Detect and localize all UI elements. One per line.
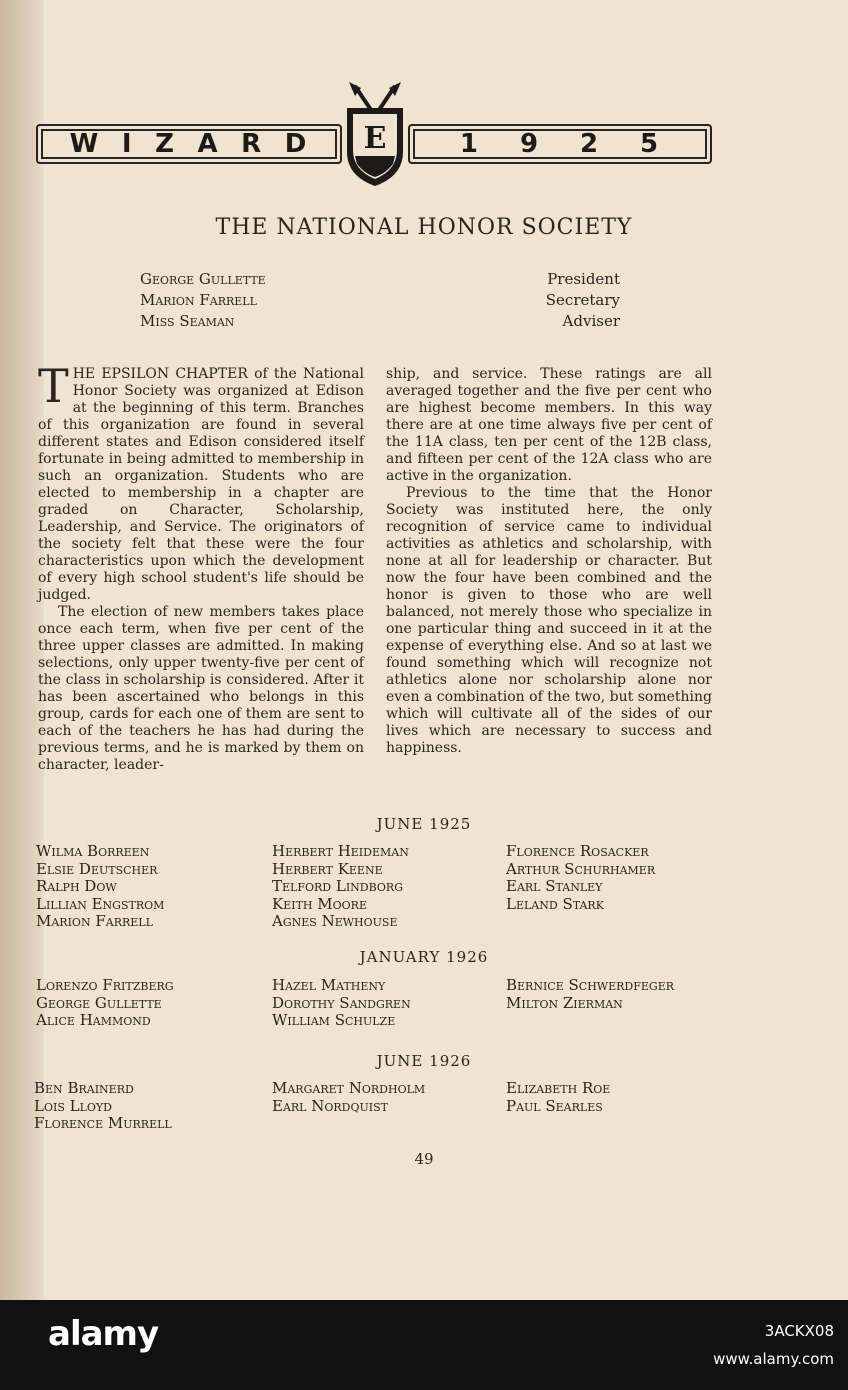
article-column-left — [38, 359, 364, 774]
banner-digit: 1 — [459, 129, 481, 159]
officer-row — [140, 312, 620, 333]
member-name: Ralph Dow — [36, 877, 117, 895]
article-paragraph: ship, and service. These ratings are all averaged together and the five per cent who are highest become members. In this way there are at one time always five per cent of the 11A class, ten per cent of the 12B class, and fifteen per cent of the 12A class who are active in the organization. — [386, 366, 712, 484]
banner-digit: 2 — [579, 129, 601, 159]
member-name: Earl Stanley — [506, 877, 603, 895]
member-list — [34, 1080, 172, 1133]
banner-year-bar — [408, 124, 712, 164]
member-name: Florence Murrell — [34, 1114, 172, 1132]
member-name: Telford Lindborg — [272, 877, 403, 895]
member-name: Agnes Newhouse — [272, 912, 398, 930]
member-name: Ben Brainerd — [34, 1079, 134, 1097]
member-list — [506, 843, 655, 913]
member-list — [272, 843, 409, 931]
banner-letter: Z — [155, 129, 176, 159]
member-name: Arthur Schurhamer — [506, 859, 656, 878]
member-name: Keith Moore — [272, 894, 367, 913]
officer-name: Marion Farrell — [140, 291, 257, 309]
member-list — [506, 1080, 610, 1115]
member-name: Florence Rosacker — [506, 842, 649, 860]
member-name: Herbert Keene — [272, 859, 383, 878]
member-list — [272, 977, 411, 1030]
member-list — [36, 977, 174, 1030]
member-name: Elizabeth Roe — [506, 1079, 611, 1097]
member-name: Lois Lloyd — [34, 1096, 112, 1115]
member-name: Bernice Schwerdfeger — [506, 976, 675, 994]
member-name: William Schulze — [272, 1011, 396, 1029]
member-name: Leland Stark — [506, 894, 604, 913]
officer-row — [140, 291, 620, 312]
member-name: Elsie Deutscher — [36, 859, 158, 878]
officer-role: President — [547, 270, 620, 288]
article-paragraph: Previous to the time that the Honor Society was instituted here, the only recognition of service came to individual activities as athletics and scholarship, with none at all for leadership or character. But now the four have been combined and the honor is given to those who are well balanced, not merely those who specialize in one particular thing and succeed in it at the expense of everything else. And so at last we found something which will recognize not athletics alone nor scholarship alone nor even a combination of the two, but something which will cultivate all of the sides of our lives which are necessary to success and happiness. — [386, 485, 712, 756]
banner-letter: R — [241, 129, 264, 159]
site-url: www.alamy.com — [713, 1350, 834, 1368]
page-number: 49 — [414, 1150, 434, 1168]
stock-footer — [0, 1300, 848, 1390]
drop-cap: T — [38, 359, 69, 413]
member-name: Hazel Matheny — [272, 976, 386, 994]
brand-logo: alamy — [48, 1314, 159, 1354]
section-heading: JUNE 1925 — [376, 815, 472, 833]
wizard-banner — [36, 122, 712, 166]
paragraph-text: HE EPSILON CHAPTER of the National Honor Society was organized at Edison at the beginning of this term. Branches of this organization are found in several different states and Edison considered itself fortunate in being admitted to membership in such an organization. Students who are elected to membership in a chapter are graded on Character, Scholarship, Leadership, and Service. The originators of the society felt that these were the four characteristics upon which the development of every high school student's life should be judged. — [38, 366, 364, 603]
crest-letter: E — [363, 121, 387, 156]
article-paragraph — [38, 359, 364, 604]
member-name: Milton Zierman — [506, 993, 623, 1012]
member-name: Wilma Borreen — [36, 842, 150, 860]
member-name: Alice Hammond — [36, 1011, 151, 1029]
member-name: Paul Searles — [506, 1096, 603, 1115]
banner-digit: 5 — [639, 129, 661, 159]
section-heading: JANUARY 1926 — [359, 948, 489, 966]
article-column-right — [386, 366, 712, 757]
officer-role: Secretary — [545, 291, 620, 309]
officers-list — [140, 270, 620, 333]
member-name: Margaret Nordholm — [272, 1079, 426, 1097]
member-name: Marion Farrell — [36, 912, 153, 930]
officer-role: Adviser — [562, 312, 620, 330]
member-list — [36, 843, 164, 931]
banner-title-bar — [36, 124, 342, 164]
crest-shield-icon — [341, 80, 409, 190]
officer-name: Miss Seaman — [140, 312, 235, 330]
page-title: THE NATIONAL HONOR SOCIETY — [215, 215, 633, 240]
officer-row — [140, 270, 620, 291]
member-name: Dorothy Sandgren — [272, 993, 411, 1012]
article-paragraph: The election of new members takes place once each term, when five per cent of the three upper classes are admitted. In making selections, only upper twenty-five per cent of the class in scholarship is considered. After it has been ascertained who belongs in this group, cards for each one of them are sent to each of the teachers he has had during the previous terms, and he is marked by them on character, leader- — [38, 604, 364, 773]
image-id: 3ACKX08 — [764, 1322, 834, 1340]
officer-name: George Gullette — [140, 270, 266, 288]
banner-digit: 9 — [519, 129, 541, 159]
section-heading: JUNE 1926 — [376, 1052, 472, 1070]
banner-letter: W — [69, 129, 101, 159]
member-name: Lillian Engstrom — [36, 894, 165, 913]
banner-letter: A — [197, 129, 220, 159]
member-name: Lorenzo Fritzberg — [36, 976, 174, 994]
member-list — [506, 977, 674, 1012]
banner-letter: D — [284, 129, 309, 159]
member-name: George Gullette — [36, 993, 162, 1012]
member-name: Earl Nordquist — [272, 1096, 388, 1115]
member-name: Herbert Heideman — [272, 842, 409, 860]
member-list — [272, 1080, 425, 1115]
banner-letter: I — [121, 129, 134, 159]
